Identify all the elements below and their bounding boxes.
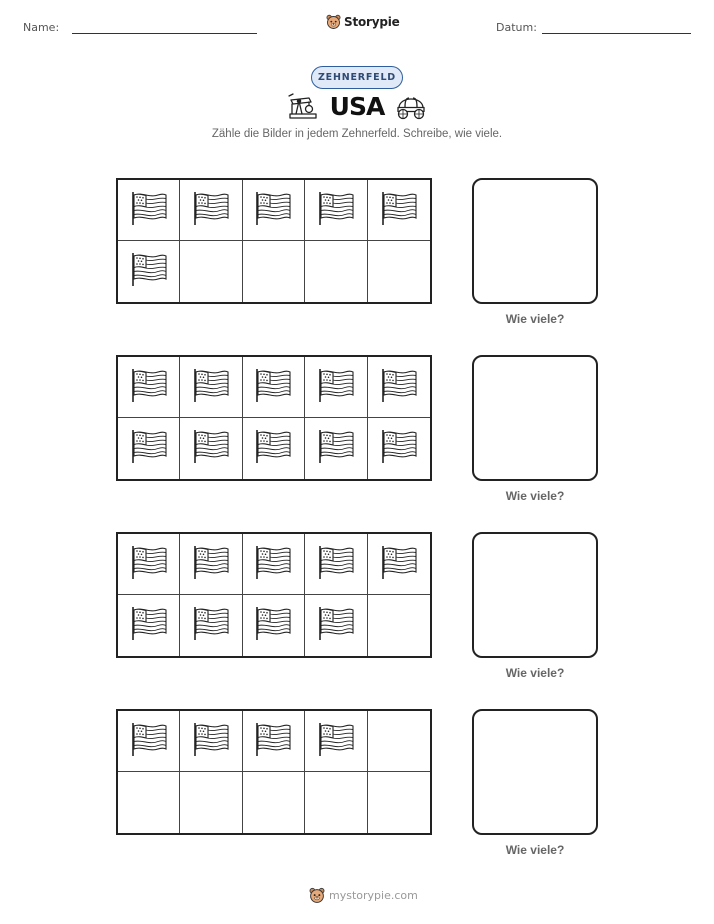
ten-frame (116, 355, 432, 481)
us-flag-icon (317, 605, 355, 646)
ten-frame-cell (243, 595, 305, 656)
us-flag-icon (254, 605, 292, 646)
ten-frame-cell (305, 595, 367, 656)
ten-frame-cell (243, 418, 305, 479)
brand-logo (326, 14, 400, 30)
us-flag-icon (317, 428, 355, 469)
ten-frame-cell (243, 534, 305, 595)
us-flag-icon (192, 605, 230, 646)
ten-frame-cell (180, 595, 242, 656)
answer-box[interactable] (472, 532, 598, 658)
us-flag-icon (130, 721, 168, 762)
date-label: Datum: (496, 21, 537, 34)
us-flag-icon (192, 721, 230, 762)
ten-frame-cell (305, 534, 367, 595)
us-flag-icon (130, 605, 168, 646)
ten-frame-cell (305, 180, 367, 241)
ten-frame-cell (368, 357, 430, 418)
ten-frame-cell (243, 772, 305, 833)
ten-frame-cell (118, 711, 180, 772)
ten-frame-cell (305, 711, 367, 772)
us-flag-icon (130, 251, 168, 292)
ten-frame-cell (118, 534, 180, 595)
ten-frame-cell (180, 180, 242, 241)
ten-frame-cell (243, 241, 305, 302)
ten-frame-cell (368, 418, 430, 479)
us-flag-icon (254, 190, 292, 231)
us-flag-icon (380, 367, 418, 408)
ten-frame-cell (180, 357, 242, 418)
answer-box[interactable] (472, 709, 598, 835)
us-flag-icon (380, 190, 418, 231)
us-flag-icon (130, 544, 168, 585)
us-flag-icon (192, 544, 230, 585)
answer-label: Wie viele? (505, 312, 565, 326)
us-flag-icon (130, 428, 168, 469)
ten-frame-cell (368, 711, 430, 772)
bear-mascot-icon (309, 887, 325, 904)
ten-frame-cell (368, 595, 430, 656)
ten-frame-cell (368, 180, 430, 241)
ten-frame-cell (305, 241, 367, 302)
brand-name: Storypie (344, 15, 400, 29)
ten-frame (116, 709, 432, 835)
us-flag-icon (130, 190, 168, 231)
us-flag-icon (130, 367, 168, 408)
name-label: Name: (23, 21, 60, 34)
ten-frame-cell (368, 534, 430, 595)
instructions: Zähle die Bilder in jedem Zehnerfeld. Schreibe, wie viele. (211, 128, 503, 140)
ten-frame-cell (180, 711, 242, 772)
ten-frame-cell (118, 418, 180, 479)
ten-frame (116, 178, 432, 304)
us-flag-icon (317, 367, 355, 408)
us-flag-icon (254, 544, 292, 585)
footer (309, 887, 418, 904)
ten-frame-cell (180, 534, 242, 595)
ten-frame-cell (305, 772, 367, 833)
footer-site: mystorypie.com (329, 889, 418, 902)
ten-frame-cell (118, 595, 180, 656)
ten-frame-cell (243, 711, 305, 772)
answer-label: Wie viele? (505, 489, 565, 503)
ten-frame-cell (180, 772, 242, 833)
us-flag-icon (254, 721, 292, 762)
us-flag-icon (380, 544, 418, 585)
worksheet-title: USA (329, 92, 385, 121)
answer-label: Wie viele? (505, 843, 565, 857)
answer-box[interactable] (472, 178, 598, 304)
ten-frame-cell (118, 180, 180, 241)
ten-frame-cell (368, 772, 430, 833)
us-flag-icon (254, 367, 292, 408)
us-flag-icon (317, 721, 355, 762)
us-flag-icon (317, 190, 355, 231)
ten-frame-cell (118, 357, 180, 418)
us-flag-icon (254, 428, 292, 469)
ten-frame-cell (243, 357, 305, 418)
answer-label: Wie viele? (505, 666, 565, 680)
ten-frame (116, 532, 432, 658)
ten-frame-cell (243, 180, 305, 241)
answer-box[interactable] (472, 355, 598, 481)
ten-frame-cell (305, 418, 367, 479)
worksheet-type-badge: ZEHNERFELD (311, 66, 403, 89)
bear-mascot-icon (326, 14, 341, 30)
us-flag-icon (192, 190, 230, 231)
ten-frame-cell (180, 418, 242, 479)
ten-frame-cell (368, 241, 430, 302)
us-flag-icon (317, 544, 355, 585)
us-flag-icon (380, 428, 418, 469)
ten-frame-cell (305, 357, 367, 418)
us-flag-icon (192, 367, 230, 408)
ten-frame-cell (180, 241, 242, 302)
ten-frame-cell (118, 772, 180, 833)
covered-wagon-icon (394, 92, 428, 120)
name-line[interactable] (72, 33, 257, 34)
ten-frame-cell (118, 241, 180, 302)
us-flag-icon (192, 428, 230, 469)
date-line[interactable] (542, 33, 691, 34)
